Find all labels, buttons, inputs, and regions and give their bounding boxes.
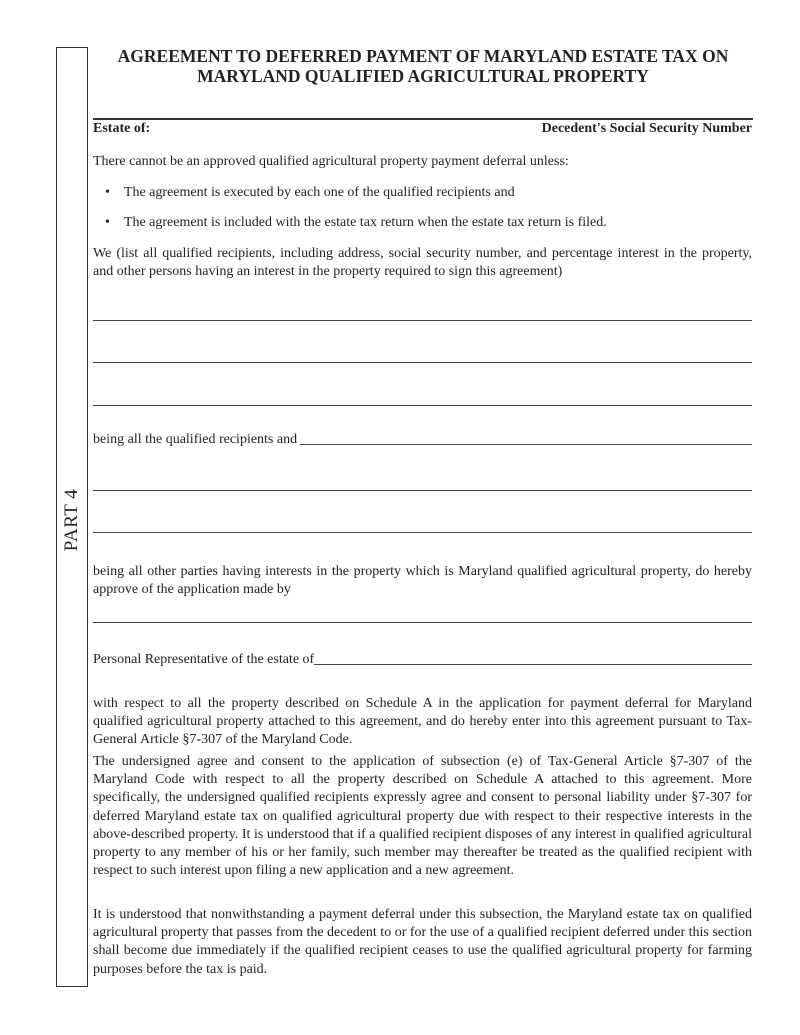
bullet-2: • The agreement is included with the estate tax return when the estate tax return is filed. [105, 215, 607, 230]
bullet-text: The agreement is executed by each one of the qualified recipients and [123, 185, 515, 200]
other-parties-text: being all other parties having interests in the property which is Maryland qualified agricultural property, do hereby approve of the application made by [93, 564, 752, 598]
title [88, 46, 758, 86]
title-line-1: AGREEMENT TO DEFERRED PAYMENT OF MARYLAND ESTATE TAX ON [117, 46, 729, 66]
other-parties-field[interactable] [300, 444, 752, 445]
estate-of-field[interactable]: Estate of: [93, 121, 151, 136]
qualified-recipients-label: being all the qualified recipients and [93, 432, 298, 447]
paragraph-consent: The undersigned agree and consent to the application of subsection (e) of Tax-General Article §7-307 of the Maryland Code with respect to all the property described on Schedule A attached to this agreement. More specifically, the undersigned qualified recipients expressly agree and consent to personal liability under §7-307 for deferred Maryland estate tax on qualified agricultural property due with respect to their respective interests in the above-described property. It is understood that if a qualified recipient disposes of any interest in qualified agricultural property to any member of his or her family, such member may thereafter be treated as the qualified recipient with respect to such interest upon filing a new application and a new agreement. [93, 754, 752, 879]
recipients-instructions: We (list all qualified recipients, including address, social security number, and percentage interest in the property, and other persons having an interest in the property required to sign this agreement) [93, 246, 752, 280]
estate-name-field[interactable] [314, 664, 752, 665]
recipients-line-3[interactable] [93, 405, 752, 406]
other-parties-line-1[interactable] [93, 490, 752, 491]
title-line-2: MARYLAND QUALIFIED AGRICULTURAL PROPERTY [197, 66, 649, 86]
header-rule [93, 118, 753, 120]
bullet-text: The agreement is included with the estate tax return when the estate tax return is filed. [123, 215, 607, 230]
paragraph-nonwithstanding: It is understood that nonwithstanding a payment deferral under this subsection, the Maryland estate tax on qualified agricultural property that passes from the decedent to or for the use of a qualified recipient deferred under this section shall become due immediately if the qualified recipient ceases to use the qualified agricultural property for farming purposes before the tax is paid. [93, 907, 752, 977]
other-parties-line-2[interactable] [93, 532, 752, 533]
qualified-recipients-row [93, 432, 752, 448]
paragraph-schedule-a: with respect to all the property described on Schedule A in the application for payment deferral for Maryland qualified agricultural property attached to this agreement, and do hereby enter into this agreement pursuant to Tax-General Article §7-307 of the Maryland Code. [93, 696, 752, 748]
personal-rep-row [93, 652, 752, 668]
bullet-1: • The agreement is executed by each one of the qualified recipients and [105, 185, 515, 200]
part-label: PART 4 [61, 488, 82, 552]
recipients-line-1[interactable] [93, 320, 752, 321]
personal-rep-label: Personal Representative of the estate of [93, 652, 315, 667]
ssn-field[interactable]: Decedent's Social Security Number [541, 121, 752, 136]
applicant-line[interactable] [93, 622, 752, 623]
recipients-line-2[interactable] [93, 362, 752, 363]
intro-text: There cannot be an approved qualified agricultural property payment deferral unless: [93, 154, 569, 169]
